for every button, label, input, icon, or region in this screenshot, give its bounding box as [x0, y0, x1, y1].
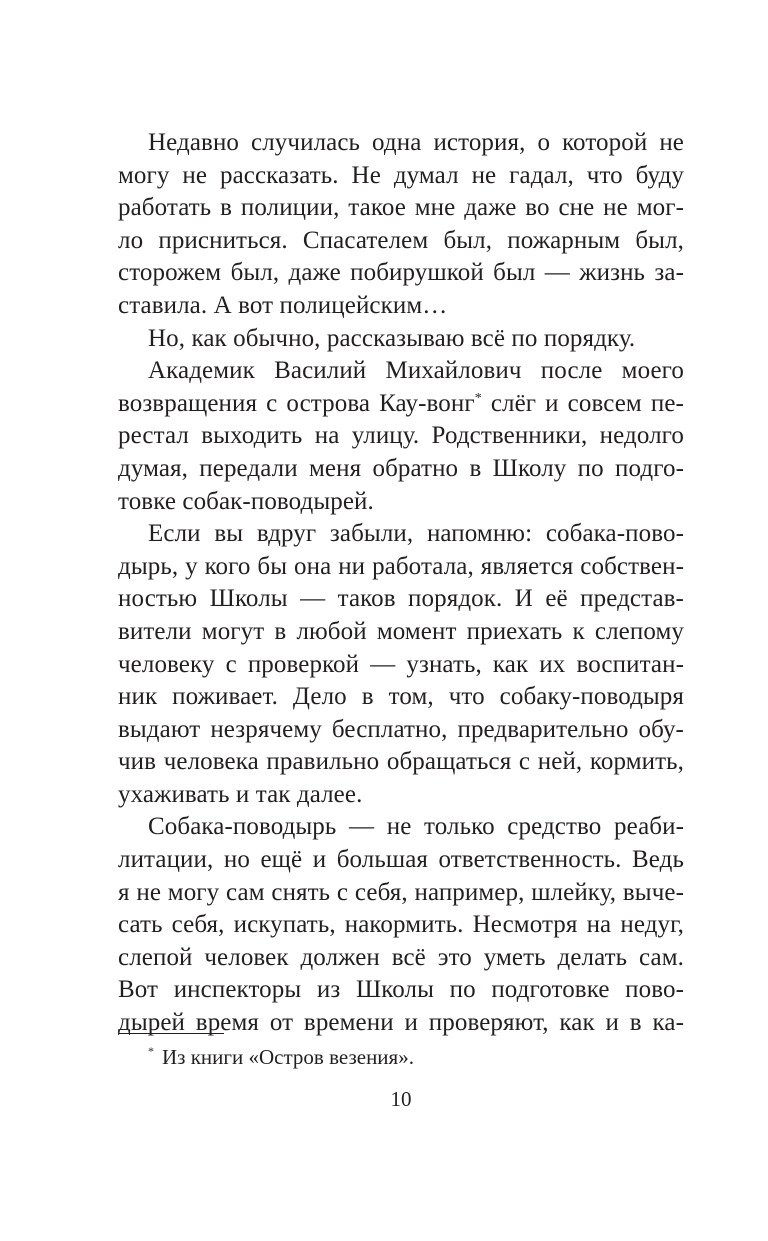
text-line-with-footnote-ref	[118, 388, 684, 421]
text-fragment: слёг и совсем пе-	[481, 389, 684, 417]
text-line: выдают незрячему бесплатно, предварительно обу-	[118, 715, 684, 743]
text-line: слепой человек должен всё это уметь делать сам.	[118, 943, 684, 971]
text-line: могу не рассказать. Не думал не гадал, что буду	[118, 161, 684, 189]
footnote	[148, 1038, 414, 1070]
text-line: Вот инспекторы из Школы по подготовке пово-	[118, 976, 684, 1004]
page-number: 10	[390, 1087, 412, 1111]
text-line: дырь, у кого бы она ни работала, является собствен-	[118, 552, 684, 580]
footnote-text: Из книги «Остров везения».	[162, 1045, 414, 1069]
text-line: ло присниться. Спасателем был, пожарным был,	[118, 226, 684, 254]
text-line: Если вы вдруг забыли, напомню: собака-пово-	[148, 520, 684, 548]
text-line: Академик Василий Михайлович после моего	[148, 357, 684, 385]
footnote-divider	[118, 1033, 224, 1034]
text-fragment: возвращения с острова Кау-вонг	[118, 389, 475, 417]
text-line: Недавно случилась одна история, о которой не	[148, 129, 684, 156]
text-line: товке собак-поводырей.	[118, 487, 374, 515]
text-line: Но, как обычно, рассказываю всё по порядку.	[148, 324, 636, 352]
footnote-mark: *	[148, 1044, 154, 1058]
text-line: ставила. А вот полицейским…	[118, 291, 448, 319]
text-line: ник поживает. Дело в том, что собаку-поводыря	[118, 683, 684, 711]
text-line: я не могу сам снять с себя, например, шлейку, выче-	[118, 878, 684, 906]
text-line: вители могут в любой момент приехать к слепому	[118, 617, 684, 645]
text-line: дырей время от времени и проверяют, как и в ка-	[118, 1009, 684, 1037]
text-line: сать себя, искупать, накормить. Несмотря на недуг,	[118, 911, 684, 939]
body-text	[118, 127, 684, 1040]
text-line: человеку с проверкой — узнать, как их воспитан-	[118, 650, 684, 678]
text-line: чив человека правильно обращаться с ней, кормить,	[118, 748, 684, 776]
text-line: работать в полиции, такое мне даже во сне не мог-	[118, 194, 684, 222]
text-line: ухаживать и так далее.	[118, 780, 363, 808]
footnote-reference: *	[474, 390, 482, 406]
text-line: ностью Школы — таков порядок. И её представ-	[118, 585, 684, 613]
text-line: рестал выходить на улицу. Родственники, недолго	[118, 422, 684, 450]
text-line: думая, передали меня обратно в Школу по подго-	[118, 454, 684, 482]
text-line: Собака-поводырь — не только средство реаби-	[148, 813, 684, 841]
text-line: литации, но ещё и большая ответственность. Ведь	[118, 846, 684, 874]
text-line: сторожем был, даже побирушкой был — жизнь за-	[118, 259, 684, 287]
